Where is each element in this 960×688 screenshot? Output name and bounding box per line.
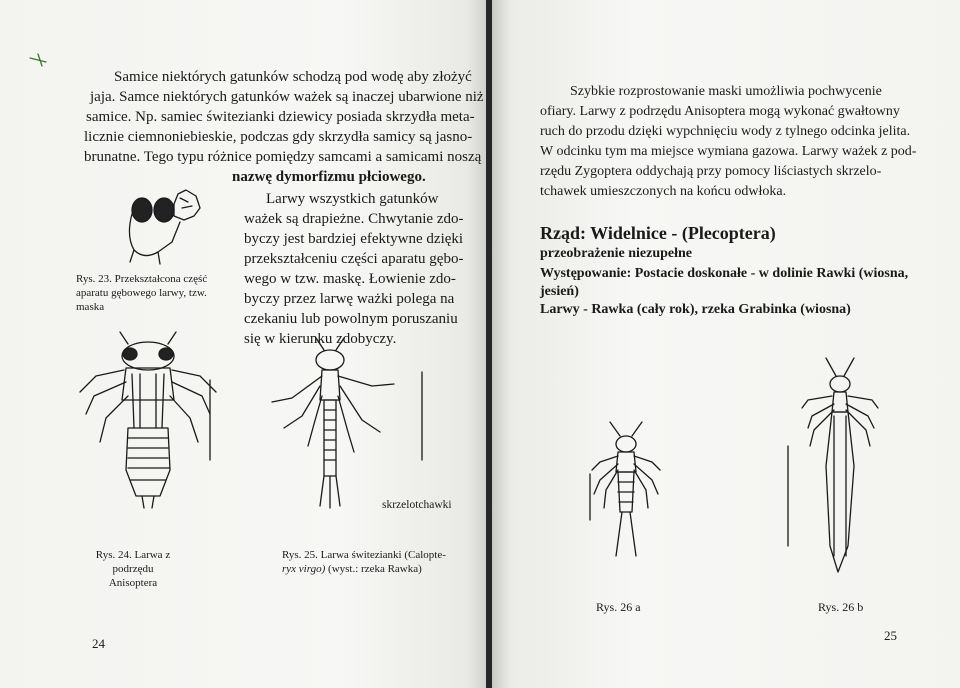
fig25-caption: Rys. 25. Larwa świtezianki (Calopte- ryx virgo) (wyst.: rzeka Rawka) (282, 549, 446, 575)
paragraph-line: ruch do przodu dzięki wypchnięciu wody z tylnego odcinka jelita. (540, 124, 911, 139)
fig25-label: skrzelotchawki (382, 499, 452, 511)
fig26b-caption: Rys. 26 b (818, 600, 864, 614)
order-heading: Rząd: Widelnice - (Plecoptera) (540, 223, 776, 243)
paragraph-line: licznie ciemnoniebieskie, podczas gdy skrzydła samicy są jasno- (84, 129, 473, 145)
term-dymorfizm: nazwę dymorfizmu płciowego. (232, 169, 426, 185)
figure-23-mask (108, 186, 218, 266)
paragraph-line (232, 168, 426, 187)
paragraph-line: Szybkie rozprostowanie maski umożliwia pochwycenie (570, 84, 882, 99)
paragraph-line: brunatne. Tego typu różnice pomiędzy samcami a samicami noszą (84, 149, 482, 165)
larvae-occurrence: Larwy - Rawka (cały rok), rzeka Grabinka (wiosna) (540, 302, 851, 317)
figure-26a-stonefly-larva (580, 420, 680, 560)
larvae-line: byczy przez larwę ważki polega na (244, 291, 455, 307)
larvae-line: się w kierunku zdobyczy. (244, 331, 397, 347)
paragraph-line: jaja. Samce niektórych gatunków ważek są inaczej ubarwione niż (90, 89, 484, 105)
paragraph-line: tchawek umieszczonych na końcu odwłoka. (540, 184, 787, 199)
larvae-line: byczy jest bardziej efektywne dzięki (244, 231, 464, 247)
occurrence-line: Występowanie: Postacie doskonałe - w dolinie Rawki (wiosna, (540, 266, 909, 281)
larvae-line: wego w tzw. maskę. Łowienie zdo- (244, 271, 456, 287)
paragraph-line: W odcinku tym ma miejsce wymiana gazowa. Larwy ważek z pod- (540, 144, 917, 159)
larvae-line: ważek są drapieżne. Chwytanie zdo- (244, 211, 464, 227)
larvae-line: przekształceniu części aparatu gębo- (244, 251, 464, 267)
occurrence-line: jesień) (540, 284, 579, 299)
metamorphosis: przeobrażenie niezupełne (540, 246, 693, 261)
figure-26b-stonefly-adult (778, 356, 898, 596)
paragraph-line: ofiary. Larwy z podrzędu Anisoptera mogą wykonać gwałtowny (540, 104, 900, 119)
paragraph-line: samice. Np. samiec świtezianki dziewicy posiada skrzydła meta- (86, 109, 475, 125)
fig26a-caption: Rys. 26 a (596, 600, 641, 614)
paragraph-line: Samice niektórych gatunków schodzą pod wodę aby złożyć (114, 69, 472, 85)
larvae-line: czekaniu lub powolnym poruszaniu (244, 311, 458, 327)
page-number: 24 (92, 636, 105, 651)
figure-25-calopteryx-larva (262, 336, 442, 516)
larvae-line: Larwy wszystkich gatunków (266, 191, 439, 207)
fig23-caption: Rys. 23. Przekształcona część aparatu gębowego larwy, tzw. maska (76, 273, 208, 313)
pen-mark (28, 50, 58, 70)
page-number: 25 (884, 628, 897, 643)
figure-24-anisoptera-larva (76, 330, 226, 510)
paragraph-line: rzędu Zygoptera oddychają przy pomocy liściastych skrzelo- (540, 164, 882, 179)
fig24-caption: Rys. 24. Larwa z podrzędu Anisoptera (95, 549, 171, 589)
right-page (492, 0, 960, 688)
